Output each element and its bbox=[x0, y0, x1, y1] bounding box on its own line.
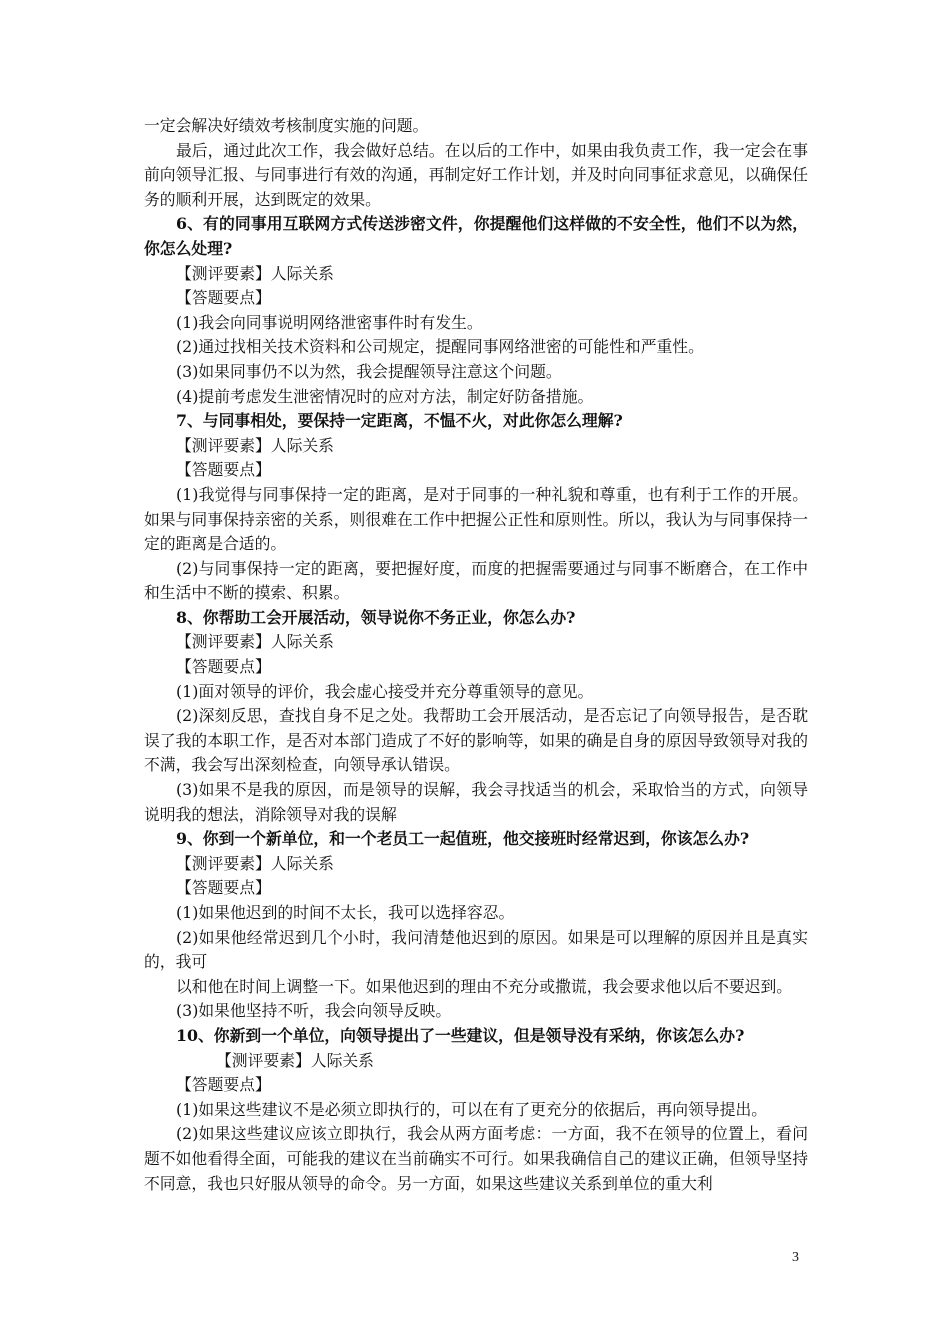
question-heading bbox=[144, 212, 808, 261]
body-paragraph: 【答题要点】 bbox=[176, 1075, 271, 1095]
body-paragraph: 以和他在时间上调整一下。如果他迟到的理由不充分或撒谎，我会要求他以后不要迟到。 bbox=[176, 976, 793, 996]
body-paragraph: (1)如果他迟到的时间不太长，我可以选择容忍。 bbox=[176, 903, 515, 922]
body-paragraph: (2)如果他经常迟到几个小时，我问清楚他迟到的原因。如果是可以理解的原因并且是真实的，我可 bbox=[144, 927, 808, 972]
body-paragraph: 【测评要素】人际关系 bbox=[176, 263, 334, 283]
body-paragraph: 【答题要点】 bbox=[176, 878, 271, 898]
document-body bbox=[144, 114, 808, 1196]
body-paragraph: (2)通过找相关技术资料和公司规定，提醒同事网络泄密的可能性和严重性。 bbox=[176, 337, 704, 357]
question-heading bbox=[144, 1024, 808, 1049]
question-text: 、你帮助工会开展活动，领导说你不务正业，你怎么办? bbox=[187, 607, 576, 627]
body-paragraph: 最后，通过此次工作，我会做好总结。在以后的工作中，如果由我负责工作，我一定会在事前向领导汇报、与同事进行有效的沟通，再制定好工作计划，并及时向同事征求意见，以确保任务的顺利开展，达到既定的效果。 bbox=[144, 140, 808, 209]
body-paragraph: 【测评要素】人际关系 bbox=[176, 435, 334, 455]
question-heading bbox=[144, 827, 808, 852]
body-paragraph: (3)如果同事仍不以为然，我会提醒领导注意这个问题。 bbox=[176, 361, 562, 381]
body-paragraph: (1)面对领导的评价，我会虚心接受并充分尊重领导的意见。 bbox=[176, 681, 594, 701]
body-paragraph: (1)我觉得与同事保持一定的距离，是对于同事的一种礼貌和尊重，也有利于工作的开展。如果与同事保持亲密的关系，则很难在工作中把握公正性和原则性。所以，我认为与同事保持一定的距离是合适的。 bbox=[144, 484, 808, 554]
body-paragraph: 【答题要点】 bbox=[176, 460, 271, 480]
body-paragraph: (2)与同事保持一定的距离，要把握好度，而度的把握需要通过与同事不断磨合，在工作中和生活中不断的摸索、积累。 bbox=[144, 558, 808, 603]
body-paragraph: (1)如果这些建议不是必须立即执行的，可以在有了更充分的依据后，再向领导提出。 bbox=[176, 1099, 768, 1119]
question-number: 9 bbox=[176, 829, 187, 849]
question-heading bbox=[144, 409, 808, 434]
question-text: 、你到一个新单位，和一个老员工一起值班，他交接班时经常迟到，你该怎么办? bbox=[187, 829, 750, 849]
body-paragraph: (4)提前考虑发生泄密情况时的应对方法，制定好防备措施。 bbox=[176, 386, 594, 406]
question-text: 、你新到一个单位，向领导提出了一些建议，但是领导没有采纳，你该怎么办? bbox=[197, 1025, 745, 1045]
body-paragraph: (2)如果这些建议应该立即执行，我会从两方面考虑：一方面，我不在领导的位置上，看问题不如他看得全面，可能我的建议在当前确实不可行。如果我确信自己的建议正确，但领导坚持不同意，我也只好服从领导的命令。另一方面，如果这些建议关系到单位的重大利 bbox=[144, 1124, 808, 1193]
body-paragraph: 【答题要点】 bbox=[176, 288, 271, 308]
question-number: 7 bbox=[176, 411, 187, 431]
body-paragraph: 【测评要素】人际关系 bbox=[176, 632, 334, 652]
body-paragraph: 一定会解决好绩效考核制度实施的问题。 bbox=[144, 116, 429, 135]
body-paragraph: (3)如果他坚持不听，我会向领导反映。 bbox=[176, 1001, 452, 1021]
body-paragraph: 【测评要素】人际关系 bbox=[176, 853, 334, 873]
question-heading bbox=[144, 606, 808, 631]
question-number: 8 bbox=[176, 607, 187, 627]
question-number: 10 bbox=[176, 1025, 198, 1045]
question-number: 6 bbox=[176, 214, 187, 234]
body-paragraph: (1)我会向同事说明网络泄密事件时有发生。 bbox=[176, 312, 483, 332]
body-paragraph: (2)深刻反思，查找自身不足之处。我帮助工会开展活动，是否忘记了向领导报告，是否耽误了我的本职工作，是否对本部门造成了不好的影响等，如果的确是自身的原因导致领导对我的不满，我会写出深刻检查，向领导承认错误。 bbox=[144, 706, 808, 775]
body-paragraph: 【测评要素】人际关系 bbox=[216, 1050, 374, 1070]
body-paragraph: (3)如果不是我的原因，而是领导的误解，我会寻找适当的机会，采取恰当的方式，向领导说明我的想法，消除领导对我的误解 bbox=[144, 780, 808, 824]
question-text: 、与同事相处，要保持一定距离，不愠不火，对此你怎么理解? bbox=[187, 411, 623, 431]
question-text: 、有的同事用互联网方式传送涉密文件，你提醒他们这样做的不安全性，他们不以为然，你怎么处理? bbox=[144, 214, 808, 258]
body-paragraph: 【答题要点】 bbox=[176, 657, 271, 677]
page-number: 3 bbox=[792, 1250, 799, 1265]
